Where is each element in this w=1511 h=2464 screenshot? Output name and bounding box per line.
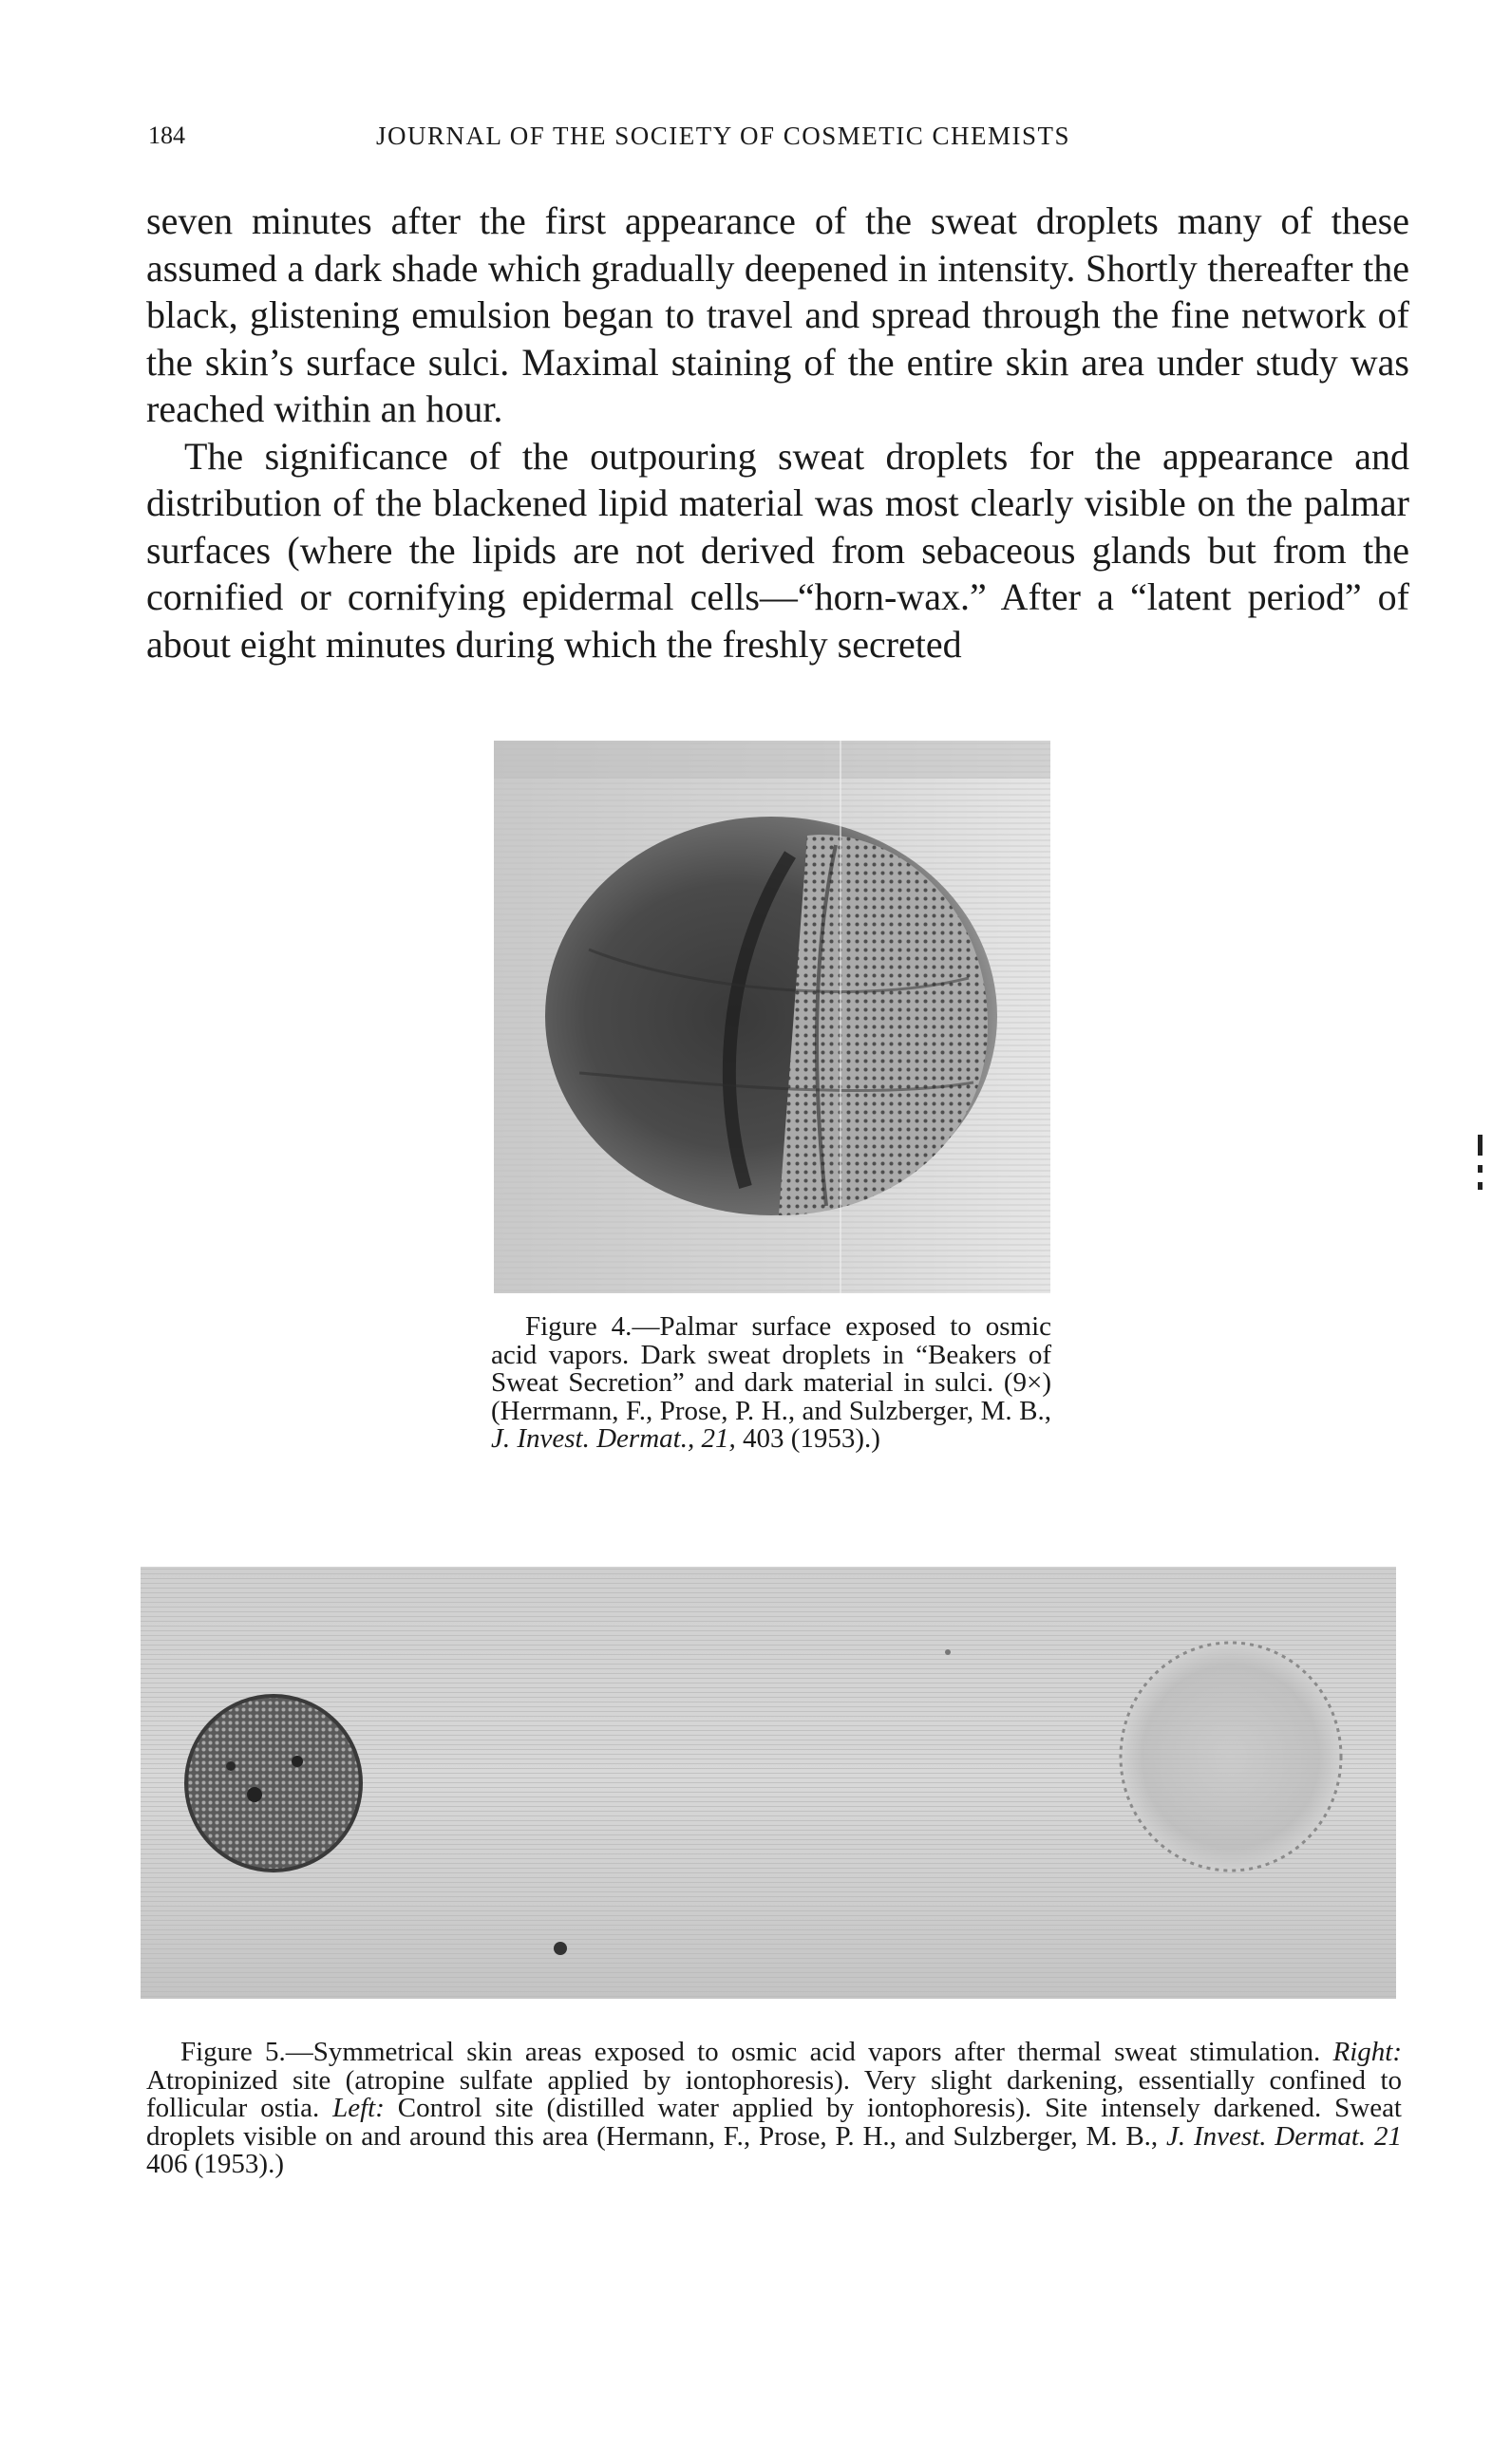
figure-5-volume: 21 bbox=[1374, 2120, 1402, 2152]
figure-5-caption-text-2: Atropinized site (atropine sulfate applied by iontophoresis). Very slight darkening, essentially confined to follicular ostia. bbox=[146, 2064, 1402, 2123]
paragraph-1: seven minutes after the first appearance of the sweat droplets many of these assumed a dark shade which gradually deepened in intensity. Shortly thereafter the black, glistening emulsion began to travel and spread through the fine network of the skin’s surface sulci. Maximal staining of the entire skin area under study was reached within an hour. bbox=[146, 199, 1409, 430]
figure-5-label: Figure 5. bbox=[180, 2037, 286, 2067]
figure-4-image bbox=[494, 741, 1050, 1293]
figure-4-caption bbox=[491, 1313, 1051, 1454]
running-head: JOURNAL OF THE SOCIETY OF COSMETIC CHEMISTS bbox=[376, 122, 1071, 150]
page-number: 184 bbox=[148, 122, 185, 149]
page-header bbox=[148, 122, 1411, 160]
figure-5-journal: J. Invest. Dermat. bbox=[1166, 2120, 1367, 2152]
figure-5-right-label: Right: bbox=[1332, 2037, 1402, 2067]
paragraph-2: The significance of the outpouring sweat droplets for the appearance and distribution of the blackened lipid material was most clearly visible on the palmar surfaces (where the lipids are not derived from sebaceous glands but from the cornified or cornifying epidermal cells—“horn-wax.” After a “latent period” of about eight minutes during which the freshly secreted bbox=[146, 434, 1409, 666]
margin-mark-dot bbox=[1478, 1182, 1483, 1190]
figure-4-photo bbox=[494, 741, 1050, 1293]
margin-mark-dot bbox=[1478, 1165, 1483, 1173]
figure-5-caption bbox=[146, 2039, 1402, 2179]
margin-mark-bar bbox=[1478, 1135, 1483, 1156]
margin-mark bbox=[1478, 1135, 1483, 1206]
figure-4-caption-text: —Palmar surface exposed to osmic acid vapors. Dark sweat droplets in “Beakers of Sweat Secretion” and dark material in sulci. (9×) (Herrmann, F., Prose, P. H., and Sulzberger, M. B., bbox=[491, 1311, 1052, 1426]
figure-4-citation-tail: 403 (1953).) bbox=[735, 1423, 880, 1454]
figure-4-label: Figure 4. bbox=[525, 1311, 633, 1342]
body-text bbox=[146, 197, 1409, 668]
figure-5-left-label: Left: bbox=[332, 2093, 385, 2123]
figure-5-image bbox=[141, 1567, 1396, 1999]
figure-5-caption-text-1: —Symmetrical skin areas exposed to osmic acid vapors after thermal sweat stimulation. bbox=[285, 2037, 1333, 2067]
figure-4-volume: 21, bbox=[701, 1423, 736, 1454]
figure-4-journal: J. Invest. Dermat., bbox=[491, 1423, 695, 1454]
figure-5-citation-tail: 406 (1953).) bbox=[146, 2149, 284, 2179]
figure-5-photo bbox=[141, 1567, 1396, 1999]
figure-5-caption-text-3: Control site (distilled water applied by iontophoresis). Site intensely darkened. Sweat droplets visible on and around this area (Hermann, F., Prose, P. H., and Sulzberger, M. B., bbox=[146, 2093, 1402, 2152]
